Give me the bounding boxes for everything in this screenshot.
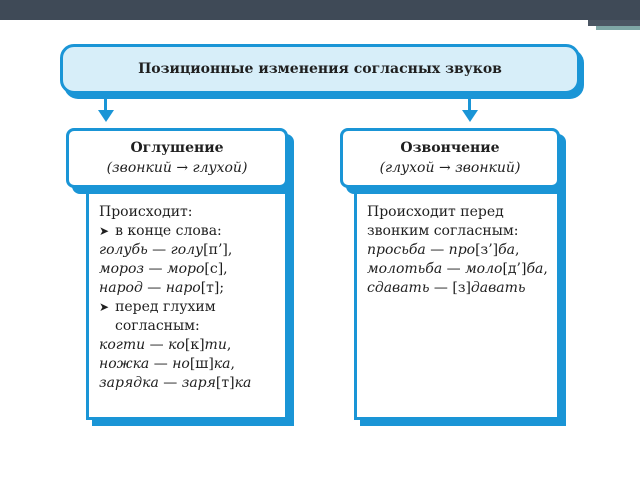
example-punctuation: , — [515, 242, 520, 258]
diagram-title-text: Позиционные изменения согласных звуков — [138, 61, 502, 77]
example-transcription-start: моло — [465, 261, 503, 277]
example-sound: [д’] — [502, 261, 527, 277]
example-line — [89, 374, 285, 393]
example-transcription-end: ка — [234, 375, 252, 391]
example-transcription-end: ти — [204, 337, 227, 353]
example-dash: — — [429, 280, 453, 296]
example-sound: [з] — [452, 280, 471, 296]
example-line — [357, 241, 557, 260]
voicing-intro-line2: звонким согласным: — [367, 223, 519, 239]
example-line — [357, 260, 557, 279]
example-line — [89, 241, 285, 260]
devoicing-bullet-continuation: согласным: — [115, 318, 200, 334]
voicing-subtitle: (глухой → звонкий) — [379, 160, 521, 176]
example-transcription-end: ба — [526, 261, 544, 277]
example-word: голубь — [99, 242, 148, 258]
example-sound: [с] — [204, 261, 224, 277]
devoicing-body-box — [86, 160, 288, 420]
example-dash: — — [144, 261, 167, 277]
example-transcription-end: давать — [470, 280, 526, 296]
example-punctuation: , — [226, 337, 232, 353]
example-transcription-start: заря — [181, 375, 216, 391]
example-sound: [т] — [200, 280, 220, 296]
devoicing-subtitle: (звонкий → глухой) — [106, 160, 248, 176]
example-transcription-end: ка — [213, 356, 231, 372]
example-transcription-start: ко — [168, 337, 185, 353]
voicing-title: Озвончение — [400, 140, 500, 156]
chevron-right-icon: ➤ — [99, 300, 110, 314]
diagram-title — [60, 44, 580, 94]
example-word: зарядка — [99, 375, 159, 391]
example-punctuation: ; — [219, 280, 225, 296]
example-transcription-start: голу — [170, 242, 204, 258]
example-dash: — — [149, 356, 173, 372]
example-word: сдавать — [367, 280, 430, 296]
example-transcription-start: наро — [165, 280, 201, 296]
example-sound: [з’] — [475, 242, 499, 258]
example-line — [89, 279, 285, 298]
example-sound: [т] — [215, 375, 235, 391]
example-word: когти — [99, 337, 146, 353]
devoicing-intro: Происходит: — [99, 204, 193, 220]
devoicing-bullet-before-voiceless: перед глухим — [115, 299, 216, 315]
example-transcription-start: моро — [166, 261, 205, 277]
example-dash: — — [442, 261, 466, 277]
example-transcription-start: но — [172, 356, 190, 372]
example-punctuation: , — [230, 356, 235, 372]
chevron-right-icon: ➤ — [99, 224, 110, 238]
example-line — [89, 336, 285, 355]
top-bar — [0, 0, 640, 20]
voicing-body-box — [354, 160, 560, 420]
example-line — [89, 260, 285, 279]
example-word: молотьба — [367, 261, 443, 277]
example-word: мороз — [99, 261, 145, 277]
example-word: народ — [99, 280, 143, 296]
example-transcription-start: про — [448, 242, 476, 258]
example-dash: — — [425, 242, 449, 258]
example-line — [357, 279, 557, 298]
devoicing-title: Оглушение — [130, 140, 224, 156]
example-dash: — — [145, 337, 169, 353]
example-punctuation: , — [543, 261, 548, 277]
example-sound: [ш] — [189, 356, 214, 372]
example-sound: [п’] — [203, 242, 228, 258]
example-punctuation: , — [227, 242, 233, 258]
devoicing-bullet-end-of-word: в конце слова: — [115, 223, 222, 239]
arrow-down-icon — [98, 96, 114, 122]
arrow-down-icon — [462, 96, 478, 122]
example-word: ножка — [99, 356, 150, 372]
example-word: просьба — [367, 242, 426, 258]
voicing-heading-box — [340, 128, 560, 188]
devoicing-heading-box — [66, 128, 288, 188]
example-transcription-end: ба — [498, 242, 516, 258]
top-bar-accent-stripe — [596, 26, 640, 30]
example-sound: [к] — [184, 337, 205, 353]
example-dash: — — [158, 375, 182, 391]
example-line — [89, 355, 285, 374]
example-dash: — — [147, 242, 171, 258]
voicing-intro-line1: Происходит перед — [367, 204, 504, 220]
example-punctuation: , — [223, 261, 228, 277]
example-dash: — — [142, 280, 166, 296]
